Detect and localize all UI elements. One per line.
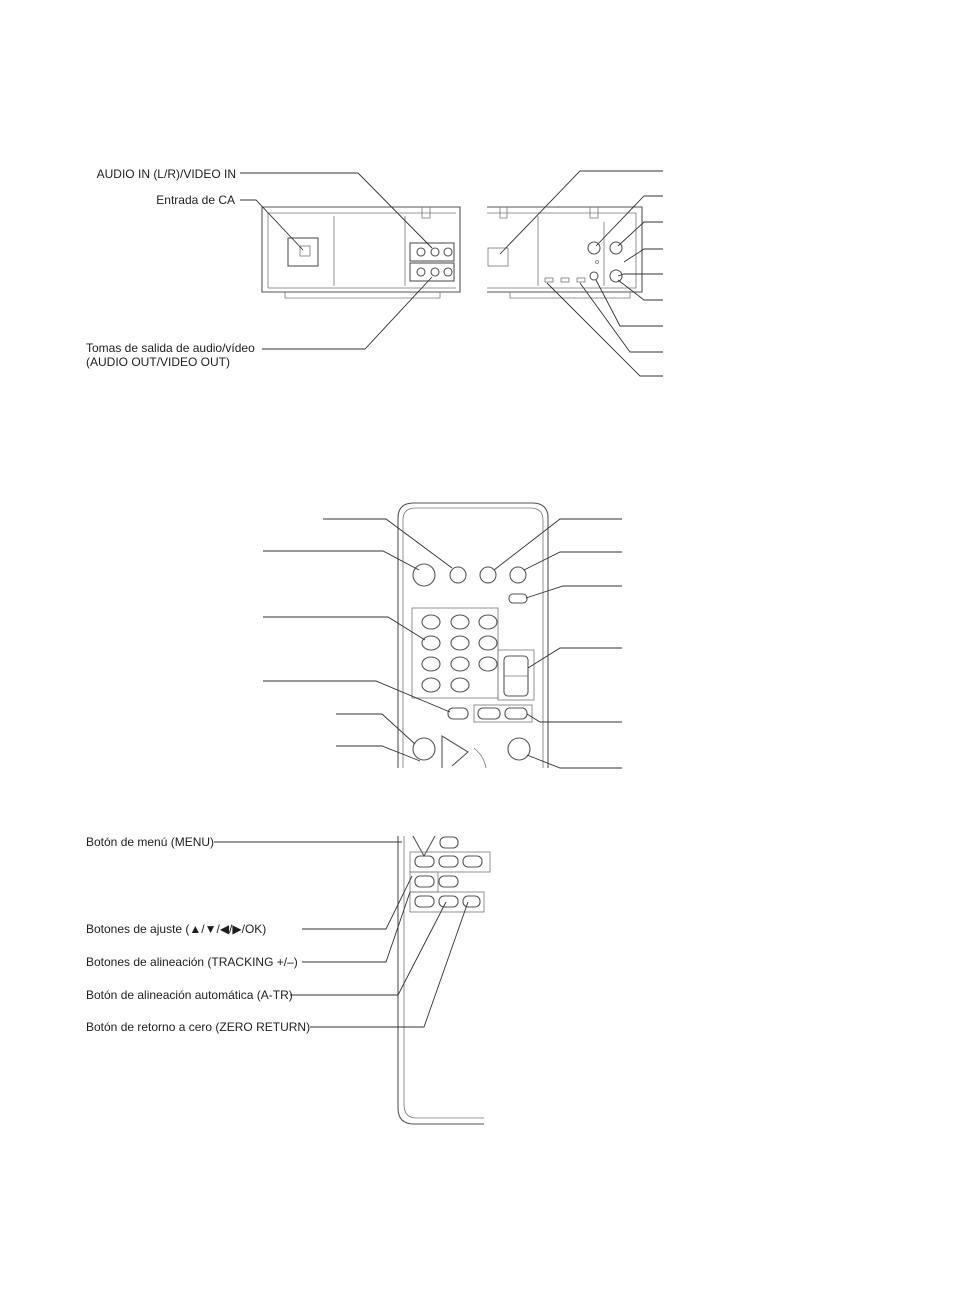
label-av-out-line2: (AUDIO OUT/VIDEO OUT) [86,355,230,369]
label-audio-video-in: AUDIO IN (L/R)/VIDEO IN [96,167,236,181]
label-ac-input: Entrada de CA [156,193,235,207]
label-auto-tracking-button: Botón de alineación automática (A-TR) [86,988,293,1002]
remote-lower-illustration [398,836,490,1124]
ac-inlet-icon [288,238,318,266]
label-av-out-line1: Tomas de salida de audio/vídeo [86,341,255,355]
rear-panel-right-illustration [487,207,642,298]
rear-panel-left-illustration [262,207,460,298]
remote-upper-illustration [398,503,548,768]
label-zero-return-button: Botón de retorno a cero (ZERO RETURN) [86,1020,311,1034]
number-keypad [422,615,497,692]
label-menu-button: Botón de menú (MENU) [86,835,215,849]
label-adjust-buttons: Botones de ajuste (▲/▼/◀/▶/OK) [86,922,267,936]
label-tracking-buttons: Botones de alineación (TRACKING +/–) [86,955,298,969]
